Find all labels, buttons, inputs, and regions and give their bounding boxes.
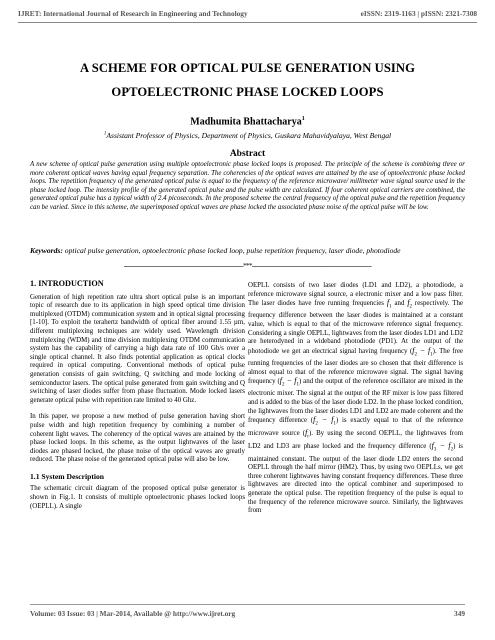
- text-run: ). By using the second OEPLL, the lightwaves from LD2 and LD3 are phase locked and the frequency difference (: [248, 430, 463, 451]
- text-run: OEPLL consists of two laser diodes (LD1 and LD2), a photodiode, a reference microwave signal source, a electronic mixer and a low pass filter. The laser diodes have free running frequencies: [248, 282, 463, 308]
- affiliation: [0, 131, 495, 140]
- math-f2: $f_2$: [407, 298, 413, 310]
- system-description-paragraph: The schematic circuit diagram of the proposed optical pulse generator is shown in Fig.1. It consists of multiple optoelectronic phases locked loops (OEPLL). A single: [30, 485, 245, 510]
- running-header: [18, 9, 477, 18]
- keywords: [30, 246, 465, 255]
- affiliation-text: Assistant Professor of Physics, Department of Physics, Guskara Mahavidyalaya, West Bengal: [106, 131, 392, 140]
- keywords-list: optical pulse generation, optoelectronic phase locked loop, pulse repetition frequency, laser diode, photodiode: [62, 246, 401, 255]
- math-f2-minus-f1: $f_2 - f_1$: [279, 376, 299, 388]
- text-run: and: [391, 300, 408, 308]
- left-column: [30, 280, 245, 519]
- title-line-2: OPTOELECTRONIC PHASE LOCKED LOOPS: [111, 85, 384, 99]
- math-f3-minus-f2: $f_3 - f_2$: [431, 441, 454, 454]
- footer-rule: [30, 604, 465, 605]
- section-separator: ---------------------------------------------------------------------***---------------------------------------------------------------------: [123, 262, 372, 270]
- affiliation-superscript: 1: [103, 131, 107, 137]
- abstract-heading: Abstract: [229, 149, 266, 159]
- author: [0, 116, 495, 127]
- right-column: [248, 282, 463, 524]
- math-f2-minus-f1: $f_2 - f_1$: [412, 345, 433, 358]
- title-line-1: A SCHEME FOR OPTICAL PULSE GENERATION USING: [79, 61, 416, 75]
- section-heading-introduction: 1. INTRODUCTION: [30, 279, 104, 288]
- text-run: ) is exactly equal to that of the reference microwave source (: [248, 417, 464, 438]
- keywords-label: Keywords:: [30, 246, 63, 255]
- page-number: 349: [454, 609, 465, 618]
- text-run: ). The free running frequencies of the laser diodes are so chosen that their difference is almost equal to that of the reference microwave signal. The signal having frequency (: [248, 347, 463, 386]
- issn: eISSN: 2319-1163 | pISSN: 2321-7308: [360, 9, 477, 18]
- oepll-paragraph: [248, 282, 463, 516]
- intro-paragraph-2: In this paper, we propose a new method of pulse generation having short pulse width and high repetition frequency by combining a number of coherent light waves. The coherency of the optical waves are attained by the phase locked loops. In this scheme, as the output lightwaves of the laser diodes are phased locked, the phase noise of the optical waves are greatly reduced. The phase noise of the generated optical pulse will also be low.: [30, 413, 245, 464]
- author-superscript: 1: [301, 116, 305, 122]
- text-run: ) and the output of the reference oscillator are mixed in the electronic mixer. The signal at the output of the RF mixer is low pass filtered and is added to the bias of the laser diode LD2. In the phase locked condition, the lightwaves from the laser diodes LD1 and LD2 are made coherent and the frequency difference (: [248, 378, 463, 425]
- paper-title: [30, 56, 465, 104]
- header-rule: [18, 22, 477, 23]
- math-fr: $f_r$: [305, 428, 309, 440]
- text-run: ) is maintained constant. The output of the laser diode LD2 enters the second OEPLL through the half mirror (HM2). Thus, by using two OEPLLs, we get three coherent lightwaves having constant frequency differences. These three lightwaves are directed into the optical combiner and superimposed to generate the optical pulse. The repetition frequency of the pulse is equal to the frequency of the reference microwave source. Similarly, the lightwaves from: [248, 443, 463, 515]
- abstract-body: A new scheme of optical pulse generation using multiple optoelectronic phase locked loops is proposed. The principle of the scheme is combining three or more coherent optical waves having equal frequency separation. The coherencies of the optical waves are attained by the use of optoelectronic phase locked loops. The repetition frequency of the generated optical pulse is equal to the frequency of the reference microwave/ millimeter wave signal source used in the phase locked loop. The intensity profile of the generated optical pulse and the pulse width are calculated. If four coherent optical carriers are combined, the generated optical pulse has a typical width of 2.4 picoseconds. In the proposed scheme the central frequency of the optical pulse and the repetition frequency can be varied. Since in this scheme, the superimposed optical waves are phase locked the associated phase noise of the optical pulse will be low.: [30, 161, 465, 211]
- math-f2-minus-f1: $f_2 - f_1$: [313, 415, 336, 427]
- author-name: Madhumita Bhattacharya: [190, 116, 302, 128]
- journal-name: IJRET: International Journal of Research in Engineering and Technology: [18, 9, 248, 18]
- footer-volume-info: Volume: 03 Issue: 03 | Mar-2014, Available @ http://www.ijret.org: [30, 609, 236, 618]
- intro-paragraph-1: Generation of high repetition rate ultra short optical pulse is an important topic of research due to its application in high speed optical time division multiplexed (OTDM) communication system and in optical signal processing [1-10]. To exploit the terahertz bandwidth of optical fiber around 1.55 µm, different multiplexing techniques are widely used. Wavelength division multiplexing (WDM) and time division multiplexing OTDM communication system has the capability of carrying a high data rate of 100 Gb/s over a single optical channel. It also finds potential application as optical clocks required in optical computing. Conventional methods of optical pulse generation consists of gain switching, Q switching and mode locking of semiconductor lasers. The optical pulse generated from gain switching and Q switching of laser diodes suffer from phase fluctuation. Mode locked lasers generate optical pulse with repetition rate limited to 40 Ghz.: [30, 293, 245, 404]
- running-footer: [30, 609, 465, 618]
- subsection-heading-system-description: 1.1 System Description: [30, 471, 105, 481]
- math-f1: $f_1$: [386, 298, 392, 310]
- text-run: respectively. The frequency difference between the laser diodes is maintained at a constant value, which is equal to that of the microwave reference signal frequency. Considering a single OEPLL, lightwaves from the laser diodes LD1 and LD2 are heterodyned in a wideband photodiode (PD1). At the output of the photodiode we get an electrical signal having frequency (: [248, 300, 463, 355]
